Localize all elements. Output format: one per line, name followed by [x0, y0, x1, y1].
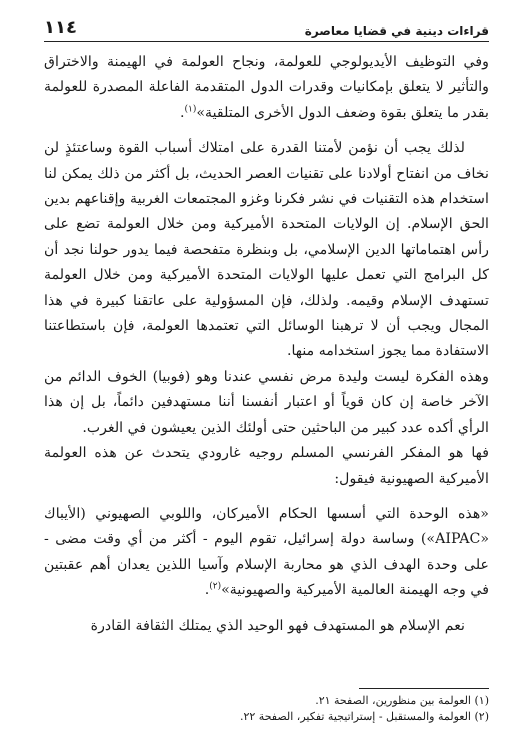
- paragraph-6: [44, 614, 489, 639]
- paragraph-4: [44, 441, 489, 492]
- paragraph-2-text: لذلك يجب أن نؤمن لأمتنا القدرة على امتلاك أسباب القوة وساعتئذٍ لن نخاف من انفتاح أولادنا على تقنيات العصر الحديث، بل أكثر من ذلك يمكن لنا استخدام هذه التقنيات في نشر فكرنا وغزو المجتمعات الغربية وإقناعهم بدين الحق الإسلام. إن الولايات المتحدة الأميركية ومن خلال العولمة تضع على رأس اهتماماتها الدين الإسلامي، بل وبنظرة متفحصة فيما يدور حولنا نجد أن كل البرامج التي تعمل عليها الولايات المتحدة الأميركية ومن خلال العولمة تستهدف الإسلام وقيمه. ولذلك، فإن المسؤولية على عاتقنا كبيرة في هذا المجال ويجب أن لا ترهبنا الوسائل التي تعتمدها العولمة، فإن باستطاعتنا الاستفادة مما يجوز استخدامه منها.: [44, 140, 489, 360]
- paragraph-3: [44, 365, 489, 441]
- paragraph-1-text: وفي التوظيف الأيديولوجي للعولمة، ونجاح العولمة في الهيمنة والاختراق والتأثير لا يتعلق بإمكانيات وقدرات الدول المتقدمة الفاعلة المصدرة للعولمة بقدر ما يتعلق بقوة وضعف الدول الأخرى المتلقية»: [44, 54, 489, 121]
- running-title: قراءات دينية في قضايا معاصرة: [304, 24, 489, 38]
- footnote-ref-1[interactable]: (١): [184, 104, 197, 115]
- page-number: ١١٤: [44, 17, 77, 38]
- footnotes: [44, 688, 489, 725]
- quote-paragraph: «هذه الوحدة التي أسسها الحكام الأميركان، واللوبي الصهيوني (الأيباك «AIPAC») وساسة دولة إسرائيل، تقوم اليوم - أكثر من أي وقت مضى - على وحدة الهدف الذي هو محاربة الإسلام وآسيا اللذين يعدان أهم عقبتين في وجه الهيمنة العالمية الأميركية والصهيونية»$^{(٢)}$.: [44, 505, 489, 599]
- footnote-divider: [359, 688, 489, 689]
- paragraph-2: [44, 136, 489, 365]
- footnote-1: (١) العولمة بين منظورين، الصفحة ٢١.: [315, 694, 489, 707]
- paragraph-1: وفي التوظيف الأيديولوجي للعولمة، ونجاح العولمة في الهيمنة والاختراق والتأثير لا يتعلق بإمكانيات وقدرات الدول المتقدمة الفاعلة المصدرة للعولمة بقدر ما يتعلق بقوة وضعف الدول الأخرى المتلقية»$^{(١)}$.: [44, 54, 489, 121]
- footnote-2: (٢) العولمة والمستقبل - إستراتيجية تفكير، الصفحة ٢٢.: [239, 710, 489, 723]
- quote-text: «هذه الوحدة التي أسسها الحكام الأميركان، واللوبي الصهيوني (الأيباك «AIPAC») وساسة دولة إسرائيل، تقوم اليوم - أكثر من أي وقت مضى - على وحدة الهدف الذي هو محاربة الإسلام وآسيا اللذين يعدان أهم عقبتين في وجه الهيمنة العالمية الأميركية والصهيونية»: [44, 505, 489, 599]
- footnote-ref-2[interactable]: (٢): [209, 581, 222, 592]
- body-text: [44, 50, 489, 639]
- paragraph-3-text: وهذه الفكرة ليست وليدة مرض نفسي عندنا وهو (فوبيا) الخوف الدائم من الآخر خاصة إن كان قوياً أو اعتبار أنفسنا أننا مستهدفين دائماً، بل إن هذا الرأي أكده عدد كبير من الباحثين حتى أولئك الذين يعيشون في الغرب.: [44, 368, 489, 436]
- page-header: [44, 12, 489, 42]
- paragraph-6-text: نعم الإسلام هو المستهدف فهو الوحيد الذي يمتلك الثقافة القادرة: [90, 617, 465, 634]
- paragraph-4-text: فها هو المفكر الفرنسي المسلم روجيه غارودي يتحدث عن هذه العولمة الأميركية الصهيونية فيقول:: [44, 445, 490, 487]
